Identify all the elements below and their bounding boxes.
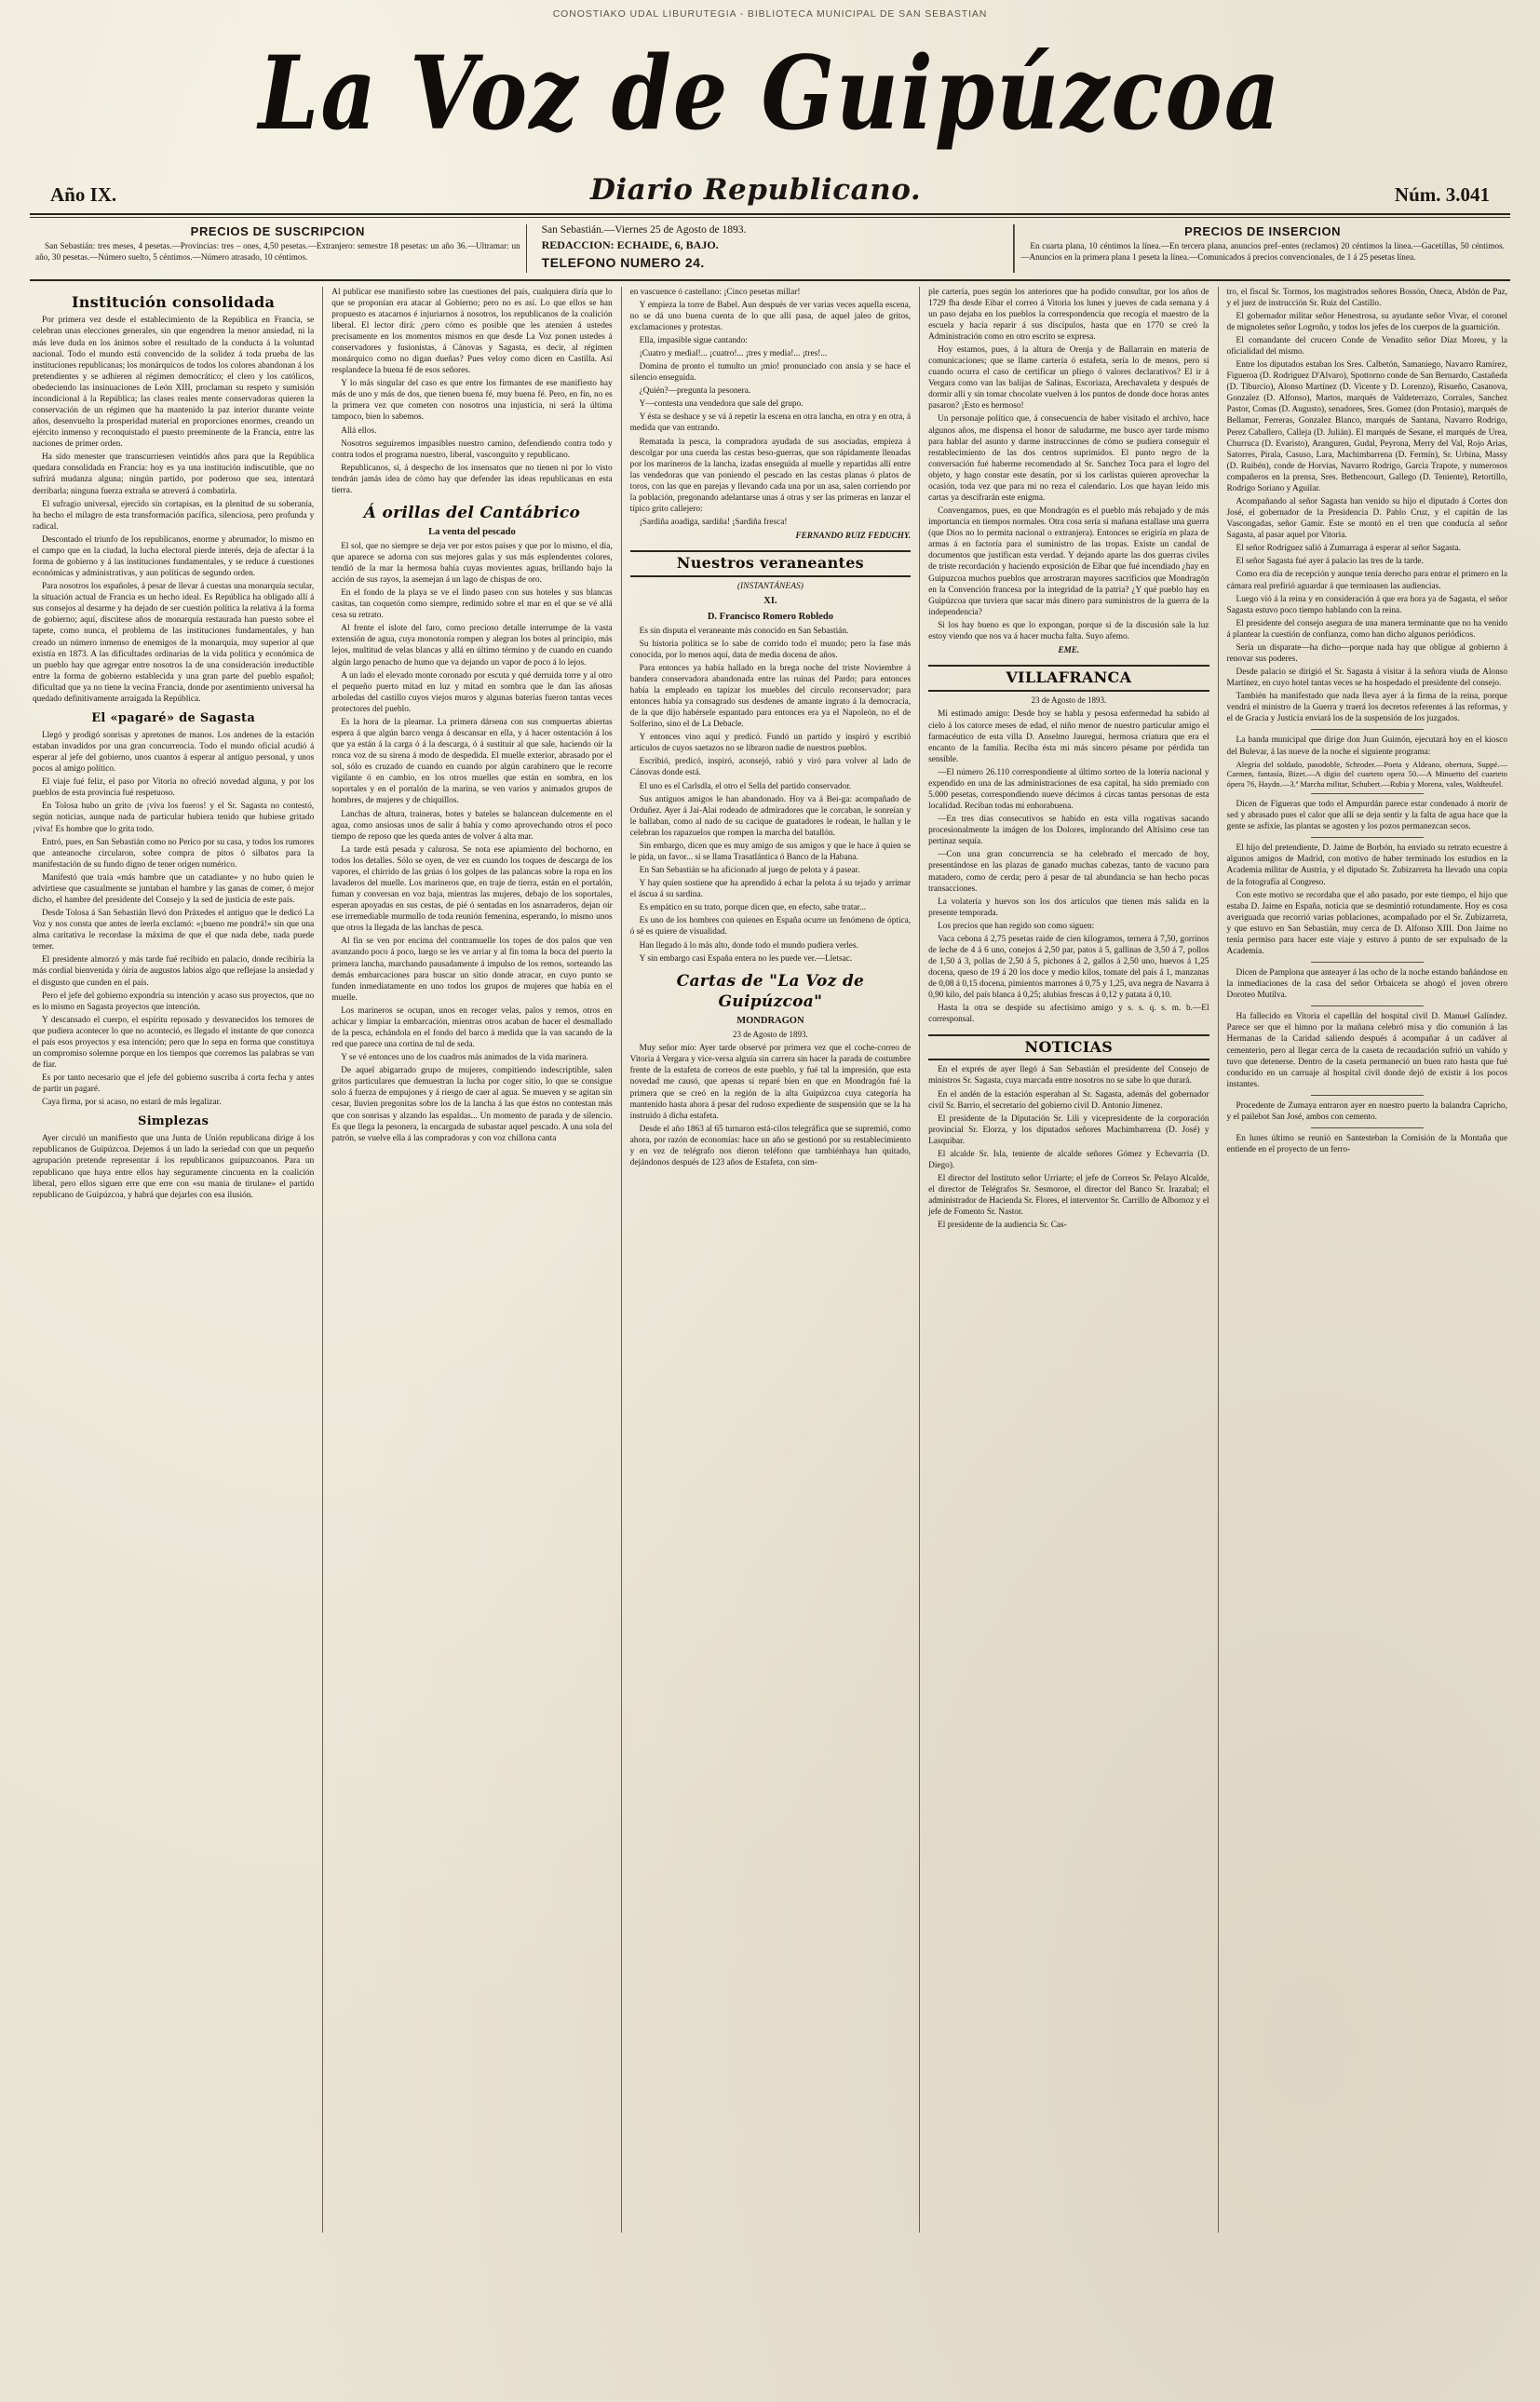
paragraph: Los precios que han regido son como siguen: bbox=[938, 921, 1095, 931]
paragraph: Con este motivo se recordaba que el año pasado, por este tiempo, el hijo que estaba D. Jaime en España, noticia que se desmintió rotundamente. Hoy es cosa averiguada que recorrió varias poblaciones, acompañado por el Sr. Zubizarreta, y que estuvo en San Sebastián, muy cerca de D. Alfonso XIII. Don Jaime no tenía permiso para hacer este viaje y estuvo á punto de ser expulsado de la Academia. bbox=[1226, 890, 1507, 957]
headline-cartas-de-la-voz: Cartas de "La Voz de Guipúzcoa" bbox=[676, 971, 865, 1011]
paragraph: Convengamos, pues, en que Mondragón es el pueblo más rebajado y de más importancia en tiempos normales. Otra cosa sería si mañana estallase una guerra (que Dios no lo permita nacional o extranjera). Entonces se erigiría en plaza de armas á en factoría para el suministro de las tropas. Existe un candal de documentos que justifican esta verdad. Y dejando aparte las dos guerras civiles de triste recordación y haciendo exposición de Eibar que fué incendiado ¿hay en Guipuzcoa muchos pueblos que arrostraran mayores sacrificios que Mondragón en la Convención francesa por la integridad de la patria? ¿Y qué pueblo hay en Guipúzcoa que tuviera que sacar más dinero para suministros de la guerra de la independencia? bbox=[928, 506, 1209, 617]
subscription-prices-heading: PRECIOS DE SUSCRIPCION bbox=[190, 223, 365, 238]
column-4 bbox=[919, 287, 1217, 2233]
paragraph: El presidente almorzó y más tarde fué recibido en palacio, donde recibiría la más cordial bienvenida y óiría de augustos labios algo que reflejase la ansiedad y el disgusto que cunden en el país. bbox=[33, 955, 315, 988]
paragraph: Como era día de recepción y aunque tenía derecho para entrar el primero en la cámara real prefirió aguardar á que terminasen las audiencias. bbox=[1226, 570, 1507, 591]
article-signature: FERNANDO RUIZ FEDUCHY. bbox=[795, 531, 912, 541]
subheadline-la-venta-del-pescado: La venta del pescado bbox=[428, 527, 516, 538]
paragraph: Sería un disparate—ha dicho—porque nada hay que obligue al gobierno á renovar sus poderes. bbox=[1226, 642, 1507, 664]
paragraph: En el fondo de la playa se ve el lindo paseo con sus hoteles y sus blancas casitas, tan coquetón como siempre, redimido sobre el mar en el que se vé allá cesa su retrato. bbox=[331, 588, 613, 621]
paragraph: Luego vió á la reina y en consideración á que era hora ya de Sagasta, el señor Sagasta estuvo poco tiempo hablando con la reina. bbox=[1226, 594, 1507, 615]
subscription-prices bbox=[30, 224, 526, 273]
paragraph: El hijo del pretendiente, D. Jaime de Borbón, ha enviado su retrato ecuestre á algunos amigos de Madrid, con motivo de haber terminado los estudios en la Academia militar de Austria, y el diputado Sr. Zubizarreta ha llevado una copia de la fotografía al Congreso. bbox=[1226, 843, 1507, 887]
paragraph: —Con una gran concurrencia se ha celebrado el mercado de hoy, presentándose en las plazas de ganado muchas cabezas, tanto de vacuno para matadero, como de cerda; pero á pesar de tal abundancia se han hecho pocas transacciones. bbox=[928, 850, 1209, 894]
column-5 bbox=[1218, 287, 1516, 2233]
newspaper-title: La Voz de Guipúzcoa bbox=[258, 34, 1282, 153]
paragraph: El señor Rodríguez salió á Zumarraga á esperar al señor Sagasta. bbox=[1236, 544, 1461, 554]
divider-rule-top-thin bbox=[30, 217, 1510, 218]
editorial-address: REDACCION: ECHAIDE, 6, BAJO. bbox=[541, 238, 719, 252]
insertion-prices-text: En cuarta plana, 10 céntimos la línea.—En tercera plana, anuncios pref–entes (reclamos) 20 céntimos la línea.—Gacetillas, 50 céntimos.—Anuncios en la primera plana 1 peseta la línea.—Comunicados á precios convencionales, de 1 á 25 pesetas línea. bbox=[1020, 241, 1505, 262]
paragraph: Es por tanto necesario que el jefe del gobierno suscriba á corta fecha y antes de partir un pagaré. bbox=[33, 1073, 315, 1095]
paragraph: El presidente de la Diputación Sr. Lili y vicepresidente de la corporación provincial Sr. Elorza, y los diputados señores Machimbarrena (D. José) y Lasquibar. bbox=[928, 1113, 1209, 1146]
headline-pagare-de-sagasta: El «pagaré» de Sagasta bbox=[91, 711, 256, 726]
paragraph: Domina de pronto el tumulto un ¡mio! pronunciado con ansia y se hace el silencio enseguida. bbox=[629, 362, 912, 384]
paragraph: Han llegado á lo más alto, donde todo el mundo pudiera verles. bbox=[639, 940, 858, 951]
paragraph: Es empático en su trato, porque dicen que, en efecto, sabe tratar... bbox=[639, 903, 867, 913]
paragraph: Vaca cebona á 2,75 pesetas raide de cien kilogramos, ternera á 7,50, gorrinos de leche de 4 á 6 uno, conejos á 2,50 par, patos á 5, gallinas de 3,50 á 7, pollos de 1,50 á 3, pollas de 2,50 á 5, pichones á 2, gallos á 2,50 uno, huevos á 1,25 docena, queso de 19 á 20 los doce y medio kilos, tomate del país á 1, manzanas de 0,08 á 0,15 docena, pimientos marrones á 0,75 y 1,25, uva negra de Navarra á 0,90 kilo, del país blanca á 0,25; alubias frescas á 0,12 y patata á 0,10. bbox=[928, 934, 1209, 1001]
issue-number: Núm. 3.041 bbox=[1394, 182, 1490, 206]
paragraph: El gobernador militar señor Henestrosa, su ayudante señor Vivar, el coronel de mignoletes señor Logroño, y todos los jefes de los cuerpos de la guarnición. bbox=[1226, 311, 1507, 332]
paragraph: Y hay quien sostiene que ha aprendido á echar la pelota á su tejado y arrimar el áscua á su sardina. bbox=[629, 879, 912, 900]
paragraph: Sus antiguos amigos le han abandonado. Hoy va á Bei-ga: acompañado de Orduñez. Ayer á Jai-Alai rodeado de admiradores que le corcaban, le sonreían y le ballaban, como al nado de su cacique de guatadores le rodean, le hallan y le celebran los rapazuelos que rompen la marcha del batallón. bbox=[629, 794, 912, 838]
divider-rule-top bbox=[30, 213, 1510, 215]
masthead bbox=[24, 25, 1516, 153]
insertion-prices bbox=[1014, 224, 1510, 273]
paragraph: El director del Instituto señor Urriarte; el jefe de Correos Sr. Pelayo Alcalde, el director de Telégrafos Sr. Sesmoroe, el director del Banco Sr. Irazabal; el administrador de Hacienda Sr. Flores, el interventor Sr. Carrillo de Albornoz y el jefe de Fomento Sr. Nastor. bbox=[928, 1174, 1209, 1218]
paragraph-divider bbox=[1311, 793, 1424, 794]
paragraph: De aquel abigarrado grupo de mujeres, compitiendo indescriptible, salen gritos particulares que demuestran la lucha por coger sitio, lo que se consigue solo á fuerza de empujones y á riesgo de caer al agua. Se mueven y se agitan sin cesar, lluvien pregonitas sobre los de la lancha á las que éstos no contestan más que con sonrisas y alzando las espaldas... Un momento de parada y de silencio. Es que llega la pesonera, la encargada de subastar aquel pescado. A una sola del patrón, se vuelve ella á las compradoras y con voz chillona canta bbox=[331, 1066, 613, 1143]
paragraph: Mi estimado amigo: Desde hoy se habla y pesosa enfermedad ha subido al cielo á los catorce meses de edad, el niño menor de nuestro particular amigo el farmacéutico de esta villa D. Anselmo Jauregui, hermosa criatura que era el encanto de la familia. Reciba ésta mi más sincero pésame por pérdida tan sensible. bbox=[928, 709, 1209, 764]
paragraph: Manifestó que traía «más hambre que un catadiante» y no hubo quien le advirtiese que casualmente se juntaban el hambre y las ganas de comer, ó mejor dicho, el hambre del presidente del Consejo y la sed de justicia de este país. bbox=[33, 872, 315, 906]
year-label: Año IX. bbox=[50, 182, 117, 206]
publication-info bbox=[526, 224, 1015, 273]
paragraph: Allá ellos. bbox=[341, 425, 377, 436]
paragraph-divider bbox=[1311, 729, 1424, 730]
subscription-info-bar bbox=[24, 222, 1516, 273]
subheadline-instantaneas: (INSTANTÁNEAS) bbox=[736, 581, 804, 591]
concert-program: Alegría del soldado, pasodoble, Schroder.—Poeta y Aldeano, obertura, Suppé.—Carmen, fantasía, Bizet.—A digio del cuarteto opera 50.—A Minuetto del cuarteto ópera 76, Haydn.—3.ª Marcha militar, Schubert.—Rubia y Morena, vales, Waldteufel. bbox=[1226, 759, 1507, 789]
paragraph: Nosotros seguiremos impasibles nuestro camino, defendiendo contra todo y contra todos el programa nuestro, liberal, vasconguito y republicano. bbox=[331, 439, 613, 460]
column-2 bbox=[322, 287, 620, 2233]
paragraph: Pero el jefe del gobierno expondría su intención y acaso sus proyectos, que no es lo mismo en Sagasta proyectos que intención. bbox=[33, 991, 315, 1012]
paragraph: Y entonces vino aquí y predicó. Fundó un partido y inspiró y escribió artículos de cuyos saetazos no se libraron nadie de nuestros pueblos. bbox=[629, 733, 912, 754]
column-3 bbox=[621, 287, 919, 2233]
paragraph: Escribió, predicó, inspiró, aconsejó, rabió y viró para volver al lado de Cánovas donde está. bbox=[629, 757, 912, 778]
paragraph: El viaje fué feliz, el paso por Vitoria no ofreció novedad alguna, y por los pueblos de esta provincia fué respetuoso. bbox=[33, 777, 315, 799]
paragraph: Sin embargo, dicen que es muy amigo de sus amigos y que le hace á quien se le pida, un favor... si se llama Trasatlántica ó Banco de la Habana. bbox=[629, 841, 912, 862]
paragraph: ¿Quién?—pregunta la pesonera. bbox=[639, 386, 751, 397]
divider-rule-bottom bbox=[30, 279, 1510, 281]
masthead-subtitle: Diario Republicano. bbox=[589, 172, 922, 207]
paragraph: Y ésta se deshace y se vá á repetir la escena en otra lancha, en otra y en otra, á medida que van entrando. bbox=[629, 412, 912, 434]
article-columns bbox=[24, 287, 1516, 2233]
paragraph: Ha fallecido en Vitoria el capellán del hospital civil D. Manuel Galíndez. Parece ser que el himno por la mañana celebró misa y dio comunión á las Hermanas de la Caridad saliendo después á acompañar á un cadáver al cementerio, pero al llegar cerca de la caseta de recaudación sufrió un vahído y tuvo que detenerse. Dentro de la caseta permaneció un buen rato hasta que fué conducido en un carruaje al hospital civil donde dejó de existir á los pocos instantes. bbox=[1226, 1012, 1507, 1089]
paragraph: El sol, que no siempre se deja ver por estos países y que por lo mismo, el día, que aparece se adorna con sus mejores galas y sus más esplendentes colores, tendió de la mar la hermosa bahía cuyas movientes aguas, brillando bajo la acción de sus rayos, la asemejan á un lago de chispas de oro. bbox=[331, 541, 613, 585]
section-number: XI. bbox=[763, 596, 777, 607]
paragraph: Ayer circuló un manifiesto que una Junta de Unión republicana dirige á los republicanos de Guipúzcoa. Dejemos á un lado la seriedad con que un pequeño agrupación pretende representar á los republicanos guipuzcoanos. Para un republicano que haya entre ellos hay seguramente cincuenta en la coalición liberal, pero ellos siguen erre que erre con «su mania de tirulane» el partido republicano de Guipúzcoa, y habrá que dejarles con esa ilusión. bbox=[33, 1134, 315, 1200]
paragraph: ¡Sardiña aoadiga, sardiña! ¡Sardiña fresca! bbox=[639, 518, 788, 528]
paragraph: El alcalde Sr. Isla, teniente de alcalde señores Gómez y Echevarría (D. Diego). bbox=[928, 1149, 1209, 1170]
paragraph: Para nosotros los españoles, á pesar de llevar á cuestas una monarquía secular, la situación actual de Francia es un hecho ideal. Es República ha obligado allí á sus consejos al desarme y ha dejado de ser cuestión política la relativa á la forma de gobierno; aquí, discútese años de monarquía restaurada han puesto sobre el tapete, como nunca, el problema de las instituciones fundamentales, y han creado un número inmenso de enemigos de la monarquía, muy superior al que existía en 1873. A las dificultades ordinarias de la vida política y económica de un pueblo hay que agregar entre nosotros la de una consideración irreductible entre la forma de gobierno establecida y una gran parte del pueblo español; dificultad que ya no tiene la vecina Francia, donde por asentimiento universal ha quedado definitivamente arraigada la República. bbox=[33, 582, 315, 704]
headline-a-orillas-del-cantabrico: Á orillas del Cantábrico bbox=[363, 503, 581, 522]
paragraph: tro, el fiscal Sr. Tormos, los magistrados señores Bossón, Oneca, Abdón de Paz, y el juez de instrucción Sr. Ruiz del Castillo. bbox=[1226, 287, 1507, 308]
paragraph: Llegó y prodigó sonrisas y apretones de manos. Los andenes de la estación estaban invadidos por una gran concurrencia. Todo el mundo oficial acudió á esperar al jefe del gobierno, unos cuantos á esperar al antiguo personal, y unos pocos al amigo político. bbox=[33, 730, 315, 775]
paragraph: Su historia política se lo sabe de corrido todo el mundo; pero la fase más conocida, por lo menos aquí, data de media docena de años. bbox=[629, 639, 912, 660]
paragraph: En San Sebastián se ha aficionado al juego de pelota y á pasear. bbox=[639, 866, 860, 876]
paragraph: Es la hora de la pleamar. La primera dársena con sus compuertas abiertas espera á que algún barco venga á descansar en ella, y á hacer ostentación á los que ya están á la carga ó á la descarga, ó á sustituir al que sale, haciendo oír la ronca voz de su sirena á modo de despedida. El muelle exterior, abrasado por el sol, sólo es cruzado de cuando en cuando por algún carabinero que le recorre vigilante ó en cambio, en los otros muelles que están en sombra, en los soportales y en el portalón de la marina, se ven varios y animados grupos de hombres, de mujeres y de chiquillos. bbox=[331, 717, 613, 806]
subject-name: D. Francisco Romero Robledo bbox=[707, 611, 833, 622]
paragraph: Dicen de Pamplona que anteayer á las ocho de la noche estando bañándose en la inmediaciones de la casa del señor Orbaiceta se ahogó el joven obrero Doroteo Mutilva. bbox=[1226, 968, 1507, 1001]
paragraph: Los marineros se ocupan, unos en recoger velas, palos y remos, otros en achicar y limpiar la embarcación, mientras otros acaban de hacer el desmallado de la pesca, echándola en el fondo del barco á medida que la van sacando de la red que parece una cortina de tul de seda. bbox=[331, 1005, 613, 1050]
paragraph: Al publicar ese manifiesto sobre las cuestiones del país, cualquiera diría que lo que se proponían era atacar al Gobierno; pero no es así. Lo que ellos se han propuesto es atacarnos é injuriarnos á nosotros, los republicanos de la coalición liberal. El lector dirá: ¿pero cómo es posible que les atenúen á ustedes precisamente en los momentos mismos en que desde La Voz ponen ustedes á conservadores y fusionistas, á Cánovas y Sagasta, es decir, al régimen monárquico como no digan dueñas? Pues veloy como dicen en Castilla. Así resplandece la buena fé de esos señores. bbox=[331, 287, 613, 376]
dateline-city-mondragon: MONDRAGON bbox=[736, 1015, 804, 1026]
paragraph: Y lo más singular del caso es que entre los firmantes de ese manifiesto hay más de uno y más de dos, que tienen buena fé, muy buena fé. Pero, en fin, no es la primera vez que cometen con nosotros una injusticia, ni será la última tampoco, bien lo sabemos. bbox=[331, 379, 613, 423]
paragraph: —En tres días consecutivos se habido en esta villa rogativas sacando procesionalmente la imágen de los Dolores, implorando del Altísimo cese tan pertinaz sequía. bbox=[928, 815, 1209, 847]
paragraph: En el exprés de ayer llegó á San Sebastián el presidente del Consejo de ministros Sr. Sagasta, cuya marcada entre nosotros no se sabe lo que durará. bbox=[928, 1065, 1209, 1086]
headline-noticias: NOTICIAS bbox=[928, 1034, 1209, 1061]
paragraph: Caya firma, por si acaso, no estará de más legalizar. bbox=[42, 1098, 222, 1108]
paragraph: La volatería y huevos son los dos artículos que tienen más salida en la presente temporada. bbox=[928, 897, 1209, 918]
paragraph: El presidente de la audiencia Sr. Cas- bbox=[938, 1221, 1067, 1231]
paragraph: Es uno de los hombres con quienes en España ocurre un fenómeno de óptica, ó sé es quiere de visualidad. bbox=[629, 916, 912, 938]
paragraph: —El número 26.110 correspondiente al último sorteo de la lotería nacional y expendido en una de las administraciones de esa capital, ha sido premiado con 5.000 pesetas, correspondiendo nueve décimos á circas tantas personas de esta localidad. Reciban todas mi enhorabuena. bbox=[928, 767, 1209, 812]
paragraph: Y se vé entonces uno de los cuadros más animados de la vida marinera. bbox=[341, 1053, 588, 1063]
dateline-date: 23 de Agosto de 1893. bbox=[733, 1029, 808, 1039]
paragraph: La tarde está pesada y calurosa. Se nota ese apiamiento del bochorno, en todos los detalles. Sólo se oyen, de vez en cuando los toques de descarga de los vapores, el chirrido de las grúas ó los golpes de las palancas sobre la ropa en los lavaderos del muelle. Los marineros que, en traje de tierra, están en el portalón, fuman y conversan en voz baja, mientras las mujeres, debajo de los soportales, esperan apoyadas en sus cestas, de pié ó sentadas en los asnarraderos, dejan oír ese irremediable murmullo de toda reunión femenina, esperando, lo mismo unos que otros la llegada de las lanchas de pesca. bbox=[331, 844, 613, 934]
telephone-number: TELEFONO NUMERO 24. bbox=[541, 254, 705, 270]
masthead-subbar bbox=[24, 173, 1516, 207]
paragraph: El sufragio universal, ejercido sin cortapisas, en la plenitud de su soberanía, ha hecho el milagro de esta transformación pacífica, silenciosa, pero profunda y radical. bbox=[33, 499, 315, 532]
paragraph: ple cartería, pues según los anteriores que ha podido consultar, por los años de 1729 fha desde Eibar el correo á Vitoria los lunes y jueves de cada semana y á un paso dejaba en los pueblos la correspondencia que recogía el maestro de la escuela y hacía reparir á sus discípulos, hasta que en 1770 se creó la Administración como en otro escrito se expresa. bbox=[928, 287, 1209, 342]
paragraph: El comandante del crucero Conde de Venadito señor Díaz Moreu, y la oficialidad del mismo. bbox=[1226, 335, 1507, 357]
paragraph: Procedente de Zumaya entraron ayer en nuestro puerto la balandra Capricho, y el pailebot San José, ambos con cemento. bbox=[1226, 1100, 1507, 1122]
paragraph: Para entonces ya había hallado en la brega noche del triste Noviembre á bandera conservadora abandonada entre las ruinas del Pardo; para entonces había la empleado en tapizar los muebles del círculo reconservador; para entonces había ya consagrado sus desdenes de amante ingrato á la democracia, de la que dijo habérsele espantado para entonces era ya el Napoleón, no el de Solferino, sino el de La Debacle. bbox=[629, 663, 912, 730]
paragraph: Dicen de Figueras que todo el Ampurdán parece estar condenado á morir de sed y abrasado pues el calor que allí se deja sentir y la falta de agua hace que la gente se asfixie, las plantas se agosten y los pozos permanezcan secos. bbox=[1226, 800, 1507, 832]
paragraph: Entre los diputados estaban los Sres. Calbetón, Samaniego, Navarro Ramírez, Figueroa (D. Rodríguez D'Alvaro), Spottorno conde de San Bernardo, Castañeda (D. Tiburcio), Alonso Martínez (D. Vicente y D. Lorenzo), Risueño, Casanova, Gonzalez (D. Alfonso), Martos, marqués de Valdeterrazo, Corrales, Sanchez Pastor, Comas (D. Augusto), senadores, Sres. Gomez (don Protasio), marqués de Bellamar, Ferreras, Gonzalez Blanco, marqués de Santana, Navarro Rodrigo, Perez Caballero, Calleja (D. Julián). El marqués de Sesane, el marqués de Urea, Churruca (D. Evaristo), Aranguren, Gudal, Peyrona, Merry del Val, Rojo Arias, Satorres, Pirala, Casuso, Lara, Machimbarrena (D. Fermín), Sr. Urbina, Massy (D. Ruibén), conde de Horvías, Navarro Rodrigo, Garcia Trapote, y numerosos compañeros en la prensa, Sres. Bethencourt, Gallego (D. Teniente), Retortillo, Rodrigo Soriano y Aguilar. bbox=[1226, 360, 1507, 493]
paragraph: Y—contesta una vendedora que sale del grupo. bbox=[639, 399, 804, 410]
paragraph: Rematada la pesca, la compradora ayudada de sus asociadas, empieza á descolgar por una cuerda las cestas beso-guerras, que son rápidamente llenadas por los marineros de la lancha, izadas enseguida al muelle y repartidas allí entre las vendedoras que van poniendo el pescado en las cestas planas ó platos de toros, con las que en parejas y llevando cada una por un asa, salen corriendo por la población, pregonando adelantarse unas á otras y ser las primeras en lanzar el típico grito callejero: bbox=[629, 437, 912, 514]
paragraph: También ha manifestado que nada lleva ayer á la firma de la reina, porque vendrá el ministro de la Guerra y traerá los decretos referentes á las reformas, y el de Gracia y Justicia enviará los de la suspensión de los juzgados. bbox=[1226, 692, 1507, 724]
paragraph: En Tolosa hubo un grito de ¡viva los fueros! y el Sr. Sagasta no contestó, según noticias, aunque nada de particular hubiera tenido que hubiese gritado ¡viva! Es hombre que lo grita todo. bbox=[33, 802, 315, 834]
paragraph-divider bbox=[1311, 1127, 1424, 1128]
article-signature: EME. bbox=[1058, 645, 1080, 654]
paragraph: El uno es el Carlsdla, el otro el Sella del partido conservador. bbox=[639, 781, 852, 791]
paragraph: Es sin disputa el veraneante más conocido en San Sebastián. bbox=[639, 626, 849, 636]
paragraph: La banda municipal que dirige don Juan Guimón, ejecutará hoy en el kiosco del Bulevar, á las nueve de la noche el siguiente programa: bbox=[1226, 735, 1507, 757]
subscription-prices-text: San Sebastián: tres meses, 4 pesetas.—Provincias: tres – ones, 4,50 pesetas.—Extranjero: semestre 18 pesetas: un año 36.—Ultramar: un año, 30 pesetas.—Número suelto, 5 céntimos.—Número atrasado, 10 céntimos. bbox=[35, 241, 520, 262]
paragraph: En lunes último se reunió en Santesteban la Comisión de la Montaña que entiende en el proyecto de un ferro- bbox=[1226, 1134, 1507, 1155]
paragraph: Hoy estamos, pues, á la altura de Orenja y de Ballarrain en materia de comunicaciones; que se llame cartería ó estafeta, sería lo de menos, pero sí cuando ocurra el caso de certificar un pliego ó valores declarativos? El ir á Vergara como van las balijas de Salinas, Escoriaza, Arechavaleta y después de dormir allí y sin tomar chocolate vuelven á los puntos de donde doce horas antes pasaron? ¡Esto es hermoso! bbox=[928, 344, 1209, 412]
paragraph: En el andén de la estación esperaban al Sr. Sagasta, además del gobernador civil Sr. Barrio, el secretario del gobierno civil D. Antonio Jimenez. bbox=[928, 1089, 1209, 1111]
paragraph: Por primera vez desde el establecimiento de la República en Francia, se celebran unas elecciones generales, sin que engendren la menor ansiedad, ni la más leve duda en los ánimos sobre el resultado de la conducta á la voluntad nacional. Todo el mundo está convencido de la solidez á toda prueba de las instituciones republicanas; los monárquicos de todos los colores abandonan á los pretendientes y se adhieren al régimen democrático; el clero y los católicos, obedeciendo las insinuaciones de León XIII, proclaman su respeto y sumisión incondicional á la República; las clases reales mente conservadoras quieren la conservación de un régimen que ha mantenido la paz interior durante veinte años, desenvuelto la prosperidad material en proporciones enormes, creando un ejército inmenso y reconquistado el puesto preeminente de la Francia, entre las naciones de primer orden. bbox=[33, 316, 315, 450]
paragraph: Republicanos, sí, á despecho de los insensatos que no tienen ni por lo visto tendrán jamás idea de cómo hay que defender las ideas republicanas en esta tierra. bbox=[331, 463, 613, 495]
paragraph-divider bbox=[1311, 962, 1424, 963]
paragraph: Desde palacio se dirigió el Sr. Sagasta á visitar á la señora viuda de Alonso Martínez, en cuyo hotel tantas veces se ha hospedado el presidente del consejo. bbox=[1226, 668, 1507, 689]
dateline-date: 23 de Agosto de 1893. bbox=[1031, 695, 1107, 705]
publication-date: San Sebastián.—Viernes 25 de Agosto de 1893. bbox=[541, 223, 747, 236]
paragraph: Ella, impasible sigue cantando: bbox=[639, 335, 748, 345]
paragraph: en vascuence ó castellano: ¡Cinco pesetas millar! bbox=[629, 287, 801, 297]
paragraph: ¡Cuatro y medial!... ¡cuatro!... ¡tres y media!... ¡tres!... bbox=[639, 348, 828, 358]
insertion-prices-heading: PRECIOS DE INSERCION bbox=[1184, 223, 1342, 238]
paragraph-divider bbox=[1311, 1095, 1424, 1096]
paragraph: Muy señor mío: Ayer tarde observé por primera vez que el coche-correo de Vitoria á Vergara y vice-versa alguía sin carrera sin hacer la parada de costumbre frente de la estafeta de correos de este pueblo, y fué tal la impresión, que esta novedad me causó, que apenas sí reparé bien en que en Mondragón fué la primera que se creó en la región de la alta Guipúzcoa cuya categoría ha mantenido hasta ahora á pesar del rudoso expediente de suspensión que se la ha instruido á dicha estafeta. bbox=[629, 1044, 912, 1121]
paragraph: Y empieza la torre de Babel. Aun después de ver varias veces aquella escena, no se dá uno buena cuenta de lo que allí pasa, de aquel jaleo de gritos, exclamaciones y protestas. bbox=[629, 300, 912, 332]
paragraph: Desde Tolosa á San Sebastián llevó don Práxedes el antiguo que le dedicó La Voz y nos consta que antes de leerla exclamó: «¡bueno me pondrá!» sin que una alma caritativa le recordase la máxima de que el que nada debe, nada puede temer. bbox=[33, 909, 315, 952]
column-1 bbox=[24, 287, 322, 2233]
paragraph: Y sin embargo casi España entera no les puede ver.—Lletsac. bbox=[639, 953, 853, 964]
paragraph: El señor Sagasta fué ayer á palacio las tres de la tarde. bbox=[1236, 557, 1424, 567]
paragraph: Hasta la otra se despide su afectísimo amigo y s. s. q. s. m. b.—El corresponsal. bbox=[928, 1004, 1209, 1025]
paragraph: El presidente del consejo asegura de una manera terminante que no ha venido á plantear la cuestión de confianza, como han dicho algunos periódicos. bbox=[1226, 618, 1507, 640]
paragraph: Acompañando al señor Sagasta han venido su hijo el diputado á Cortes don José, el gobernador de la Presidencia D. Pablo Cruz, y el capitán de las Vascongadas, señor Gamir. Este se montó en el tren que conducía al señor Sagasta, al pasar aquel por Vitoria. bbox=[1226, 496, 1507, 541]
paragraph: Y descansado el cuerpo, el espíritu reposado y desvanecidos los temores de que pudiera acontecer lo que no aconteció, es llegado el instante de que conozca el país esos proyectos y esa intención; pero que lo sepa en forma que constituya un compromiso solemne porque en los tiempos que corremos las palabras se van de fiar. bbox=[33, 1015, 315, 1071]
paragraph: Lanchas de altura, traineras, botes y bateles se balancean dulcemente en el agua, como ansiosas unos de salir á bahía y como aprovechando otros el poco tiempo de reposo que les queda antes de volver á alta mar. bbox=[331, 809, 613, 842]
paragraph: Desde el año 1863 al 65 turnaron está-cilos telegráfica que se supremió, como ahora, por razón de economías: hace un año se gestionó por su restablecimiento y en vez de telégrafo nos dieron teléfono que tambiénhaya han quitado, dejándonos después de 123 años de Estafeta, con sim- bbox=[629, 1124, 912, 1167]
paragraph: Si los hay bueno es que lo expongan, porque si de la discusión sale la luz estoy viendo que nos va á hacer mucha falta. Suyo afemo. bbox=[928, 620, 1209, 641]
library-banner: CONOSTIAKO UDAL LIBURUTEGIA - BIBLIOTECA MUNICIPAL DE SAN SEBASTIAN bbox=[552, 8, 988, 20]
paragraph: Ha sido menester que transcurriesen veintidós años para que la República quedara consolidada en Francia: hoy es ya una institución indiscutible, que no sufrirá mudanza alguna; ningún partido, por poderoso que sea, intentará derribarla; ninguna fuerza extraña se atreverá á combatirla. bbox=[33, 452, 315, 496]
paragraph: Descontado el triunfo de los republicanos, enorme y abrumador, lo mismo en el campo que en la ciudad, la lucha electoral pierde interés, deja de afectar á la forma de gobierno y á las instituciones fundamentales, y se reduce á cuestiones económicas y administrativas, y aun políticas de segundo orden. bbox=[33, 534, 315, 579]
paragraph-divider bbox=[1311, 1005, 1424, 1006]
paragraph-divider bbox=[1311, 837, 1424, 838]
paragraph: Entró, pues, en San Sebastián como no Perico por su casa, y todos los rumores que anteanoche circularon, sobre compra de pitos ó silbatos para la manifestación de su fundo digno de tener origen numérico. bbox=[33, 837, 315, 870]
paragraph: A un lado el elevado monte coronado por escuta y qué derruida torre y al otro el pequeño puerto mitad en luz y mitad en sombra que le dan las añosas arboledas del castillo cuyos viejos muros y algunas baterías fueron tantas veces protectores del pueblo. bbox=[331, 670, 613, 714]
paragraph: Al fin se ven por encima del contramuelle los topes de dos palos que ven avanzando poco á poco, luego se les ve arriar y al fin toma la boca del puerto la primera lancha, marchando pausadamente á impulso de los remos, sorteando las demás embarcaciones para buscar un sitio donde atracar, en cuyo punto se funden inmediatamente en uno todos los grupos de mujeres que había en el muelle. bbox=[331, 937, 613, 1003]
headline-simplezas: Simplezas bbox=[138, 1114, 209, 1129]
headline-nuestros-veraneantes: Nuestros veraneantes bbox=[630, 550, 911, 577]
headline-villafranca: VILLAFRANCA bbox=[928, 665, 1209, 692]
paragraph: Al frente el islote del faro, como precioso detalle interrumpe de la vasta extensión de agua, cuya monotonía rompen y alegran los botes al principio, más lejos, multitud de velas blancas y allá en último término y de cuando en cuando algún largo penacho de humo que va dejando un vapor de poco á lo lejos. bbox=[331, 624, 613, 668]
headline-institucion-consolidada: Institución consolidada bbox=[72, 292, 276, 311]
paragraph: Un personaje político que, á consecuencia de haber visitado el archivo, hace algunos años, me dispensa el honor de saludarme, me busco ayer tarde mismo para hablar del asunto y darme instrucciones de cómo se pudiera conseguir el restablecimiento de las dos centros suprimidos. El punto negro de la conversación fué haberme recomendado al Sr. Sanchez Toca para el logro del objeto, y hago constar este desatín, por si los carlistas quieren aprovechar la ocasión, toda vez que para mi no reza el calendario. Los que hayan leído mis cartas ya descifrarán este enigma. bbox=[928, 414, 1209, 503]
